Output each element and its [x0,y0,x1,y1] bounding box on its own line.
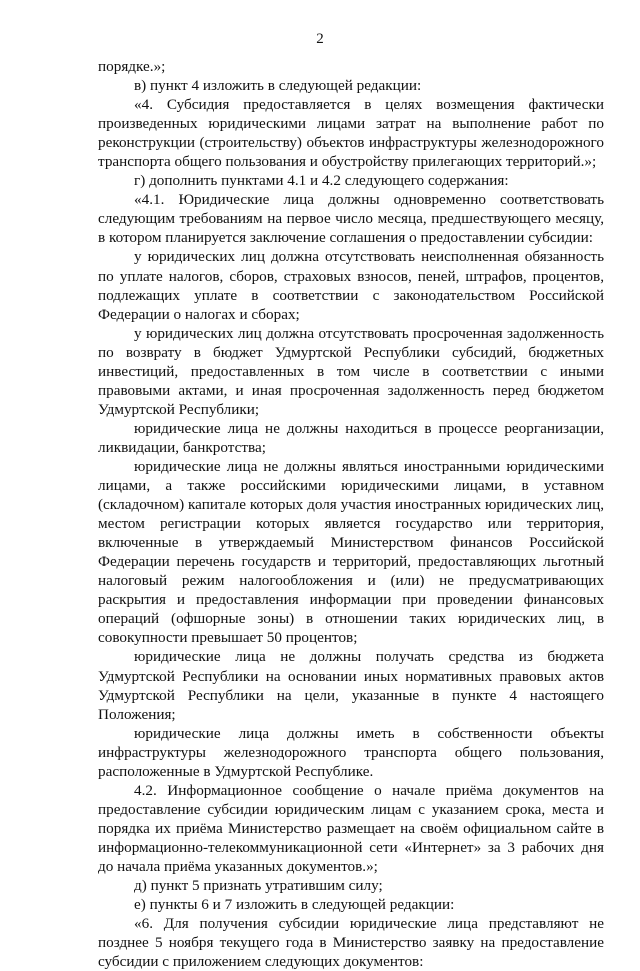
paragraph: юридические лица должны иметь в собственности объекты инфраструктуры железнодорожного транспорта общего пользования, расположенные в Удмуртской Республике. [98,724,604,780]
paragraph: г) дополнить пунктами 4.1 и 4.2 следующего содержания: [134,172,509,190]
paragraph: юридические лица не должны получать средства из бюджета Удмуртской Республики на основании иных нормативных правовых актов Удмуртской Республики на цели, указанные в пункте 4 настоящего Положения; [98,648,604,723]
paragraph: е) пункты 6 и 7 изложить в следующей редакции: [134,896,455,914]
paragraph: «6. Для получения субсидии юридические лица представляют не позднее 5 ноября текущего года в Министерство заявку на предоставление субсидии с приложением следующих документов: [98,915,604,971]
paragraph: «4.1. Юридические лица должны одновременно соответствовать следующим требованиям на первое число месяца, предшествующего месяцу, в котором планируется заключение соглашения о предоставлении субсидии: [98,191,604,247]
paragraph: д) пункт 5 признать утратившим силу; [134,877,383,895]
paragraph: у юридических лиц должна отсутствовать неисполненная обязанность по уплате налогов, сборов, страховых взносов, пеней, штрафов, процентов, подлежащих уплате в соответствии с законодательством Российской Федерации о налогах и сборах; [98,248,604,323]
document-body [98,57,604,971]
paragraph: порядке.»; [98,58,166,75]
paragraph: юридические лица не должны находиться в процессе реорганизации, ликвидации, банкротства; [98,419,604,456]
paragraph: юридические лица не должны являться иностранными юридическими лицами, а также российскими юридическими лицами, в уставном (складочном) капитале которых доля участия иностранных юридических лиц, местом регистрации которых является государство или территория, включенные в утверждаемый Министерством финансов Российской Федерации перечень государств и территорий, предоставляющих льготный налоговый режим налогообложения и (или) не предусматривающих раскрытия и предоставления информации при проведении финансовых операций (офшорные зоны) в отношении таких юридических лиц, в совокупности превышает 50 процентов; [98,457,604,647]
paragraph: «4. Субсидия предоставляется в целях возмещения фактически произведенных юридическими лицами затрат на выполнение работ по реконструкции (строительству) объектов инфраструктуры железнодорожного транспорта общего пользования и обустройству прилегающих территорий.»; [98,96,604,171]
page-number: 2 [316,31,324,47]
paragraph: у юридических лиц должна отсутствовать просроченная задолженность по возврату в бюджет Удмуртской Республики субсидий, бюджетных инвестиций, предоставленных в том числе в соответствии с иными правовыми актами, и иная просроченная задолженность перед бюджетом Удмуртской Республики; [98,324,604,418]
paragraph: в) пункт 4 изложить в следующей редакции: [134,77,422,95]
paragraph: 4.2. Информационное сообщение о начале приёма документов на предоставление субсидии юридическим лицам с указанием срока, места и порядка их приёма Министерство размещает на своём официальном сайте в информационно-телекоммуникационной сети «Интернет» за 3 рабочих дня до начала приёма указанных документов.»; [98,781,604,875]
